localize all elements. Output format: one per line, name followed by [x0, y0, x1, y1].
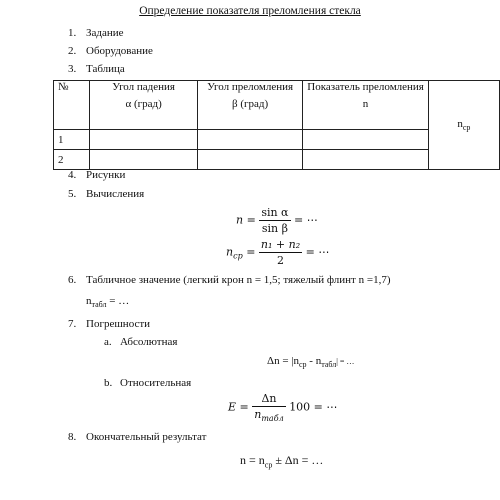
list-item-3: 3. Таблица	[68, 63, 125, 75]
formula-ntabl: $n_{табл}$ = …	[86, 295, 130, 310]
list-item-4: 4. Рисунки	[68, 169, 126, 181]
header-refraction-index: Показатель преломления n	[303, 81, 428, 130]
formula-absolute-error: $\Delta n = |n_{ср} - n_{табл}|$ = …	[267, 355, 355, 370]
header-refraction-angle: Угол преломления β (град)	[197, 81, 303, 130]
header-incidence-angle: Угол падения α (град)	[90, 81, 197, 130]
table-cell	[303, 150, 428, 170]
formula-relative-error: E = $\frac{\Delta n}{n_{табл}}$ 100 = ⋯	[228, 392, 338, 424]
formula-ncp: $n_{ср}$ = $\frac{\text{n₁ + n₂}}{2}$ = ⋯	[226, 238, 330, 267]
page-title: Определение показателя преломления стекла	[139, 5, 361, 17]
sub-item-b: b. Относительная	[104, 377, 192, 389]
formula-n-fraction: $\frac{\text{sin α}}{\text{sin β}}$	[261, 206, 289, 235]
table-cell	[90, 130, 197, 150]
sub-item-a: a. Абсолютная	[104, 336, 178, 348]
measurement-table	[53, 80, 500, 170]
row-number: 1	[54, 130, 90, 150]
header-number: №	[54, 81, 90, 130]
formula-relative-fraction: $\frac{\Delta n}{n_{табл}}$	[254, 392, 284, 424]
list-item-5: 5. Вычисления	[68, 188, 145, 200]
list-item-1: 1. Задание	[68, 27, 124, 39]
row-number: 2	[54, 150, 90, 170]
table-cell	[197, 130, 303, 150]
list-item-7: 7. Погрешности	[68, 318, 151, 330]
formula-final-result: $n = n_{ср} \pm \Delta n$ = …	[240, 453, 324, 470]
list-item-2: 2. Оборудование	[68, 45, 153, 57]
table-header-row	[54, 81, 500, 130]
header-average-index: $n_{ср}$	[428, 81, 499, 170]
list-item-6: 6. Табличное значение (легкий крон n = 1,5; тяжелый флинт n =1,7)	[68, 274, 391, 286]
table-cell	[197, 150, 303, 170]
table-cell	[90, 150, 197, 170]
formula-n: n = $\frac{\text{sin α}}{\text{sin β}}$ = ⋯	[236, 206, 318, 235]
table-cell	[303, 130, 428, 150]
list-item-8: 8. Окончательный результат	[68, 431, 207, 443]
formula-ncp-fraction: $\frac{\text{n₁ + n₂}}{2}$	[260, 238, 301, 267]
